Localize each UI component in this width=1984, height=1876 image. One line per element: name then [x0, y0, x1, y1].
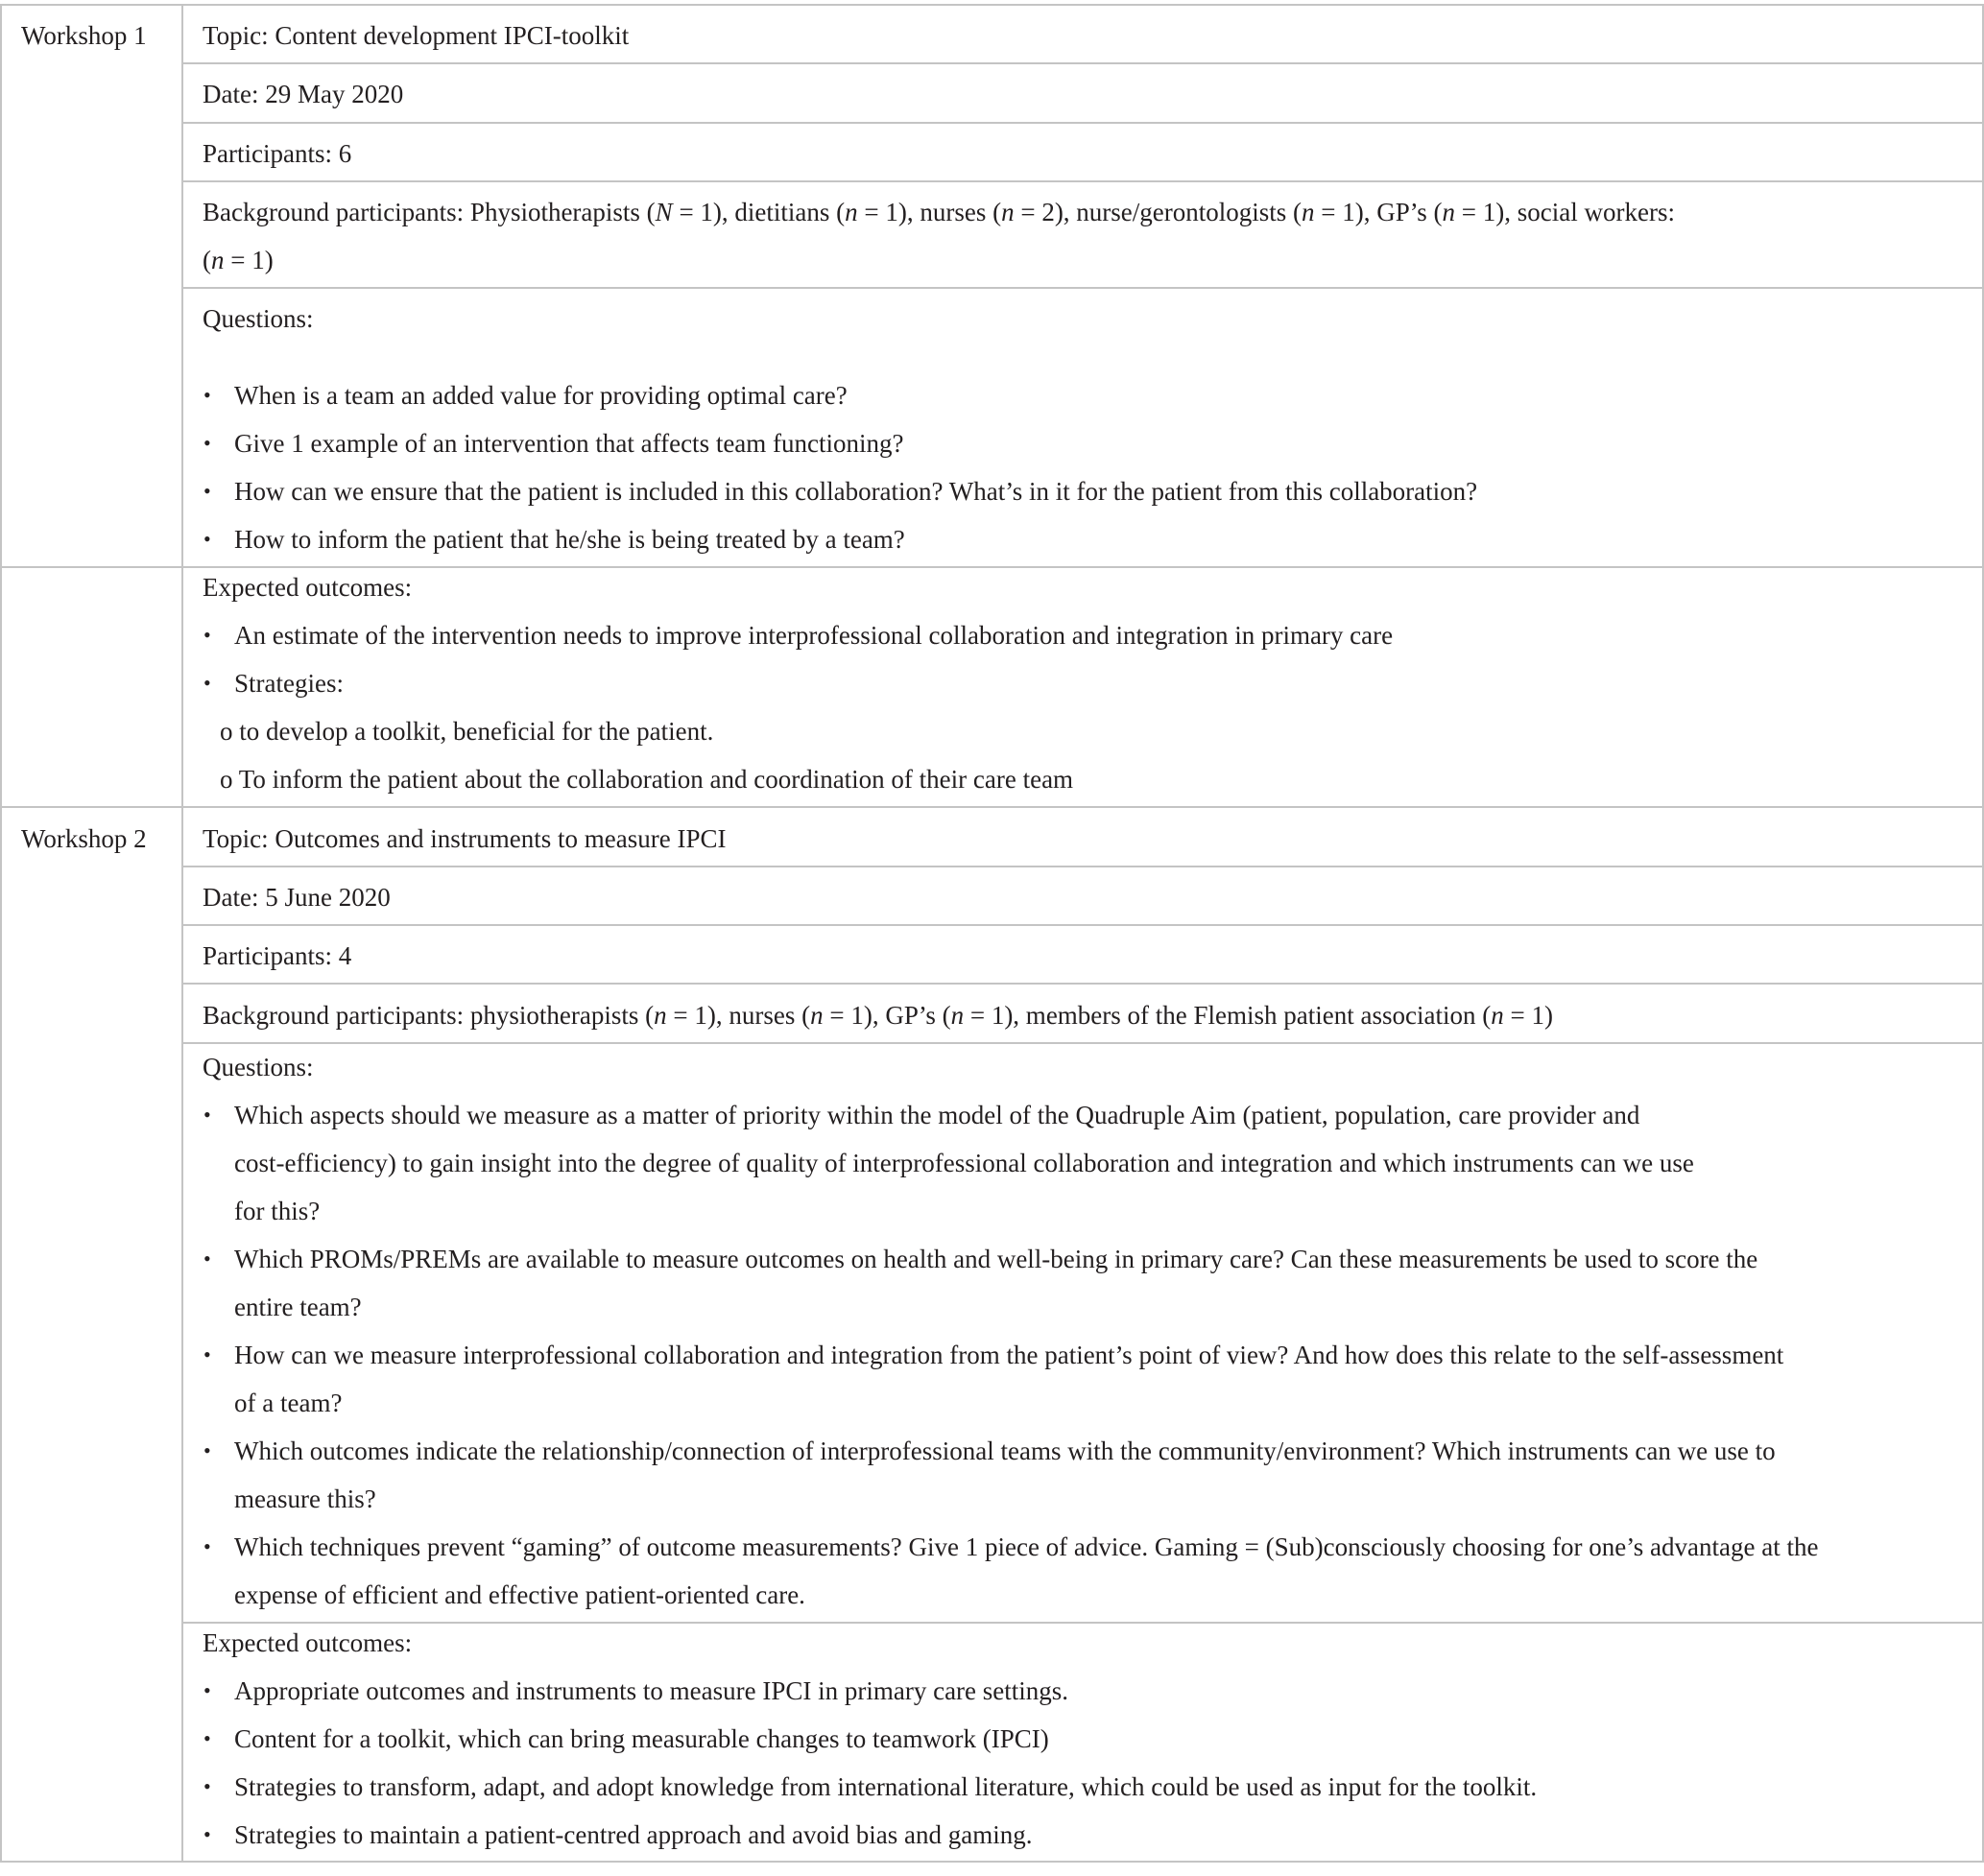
workshop-2-questions-heading: Questions: [203, 1053, 314, 1081]
workshop-1-sub-outcome: o to develop a toolkit, beneficial for the patient. [220, 717, 714, 746]
row-divider [181, 924, 1984, 926]
workshop-1-outcomes [203, 611, 1393, 707]
workshop-1-date: Date: 29 May 2020 [203, 80, 404, 108]
list-item: • Appropriate outcomes and instruments to measure IPCI in primary care settings. [203, 1667, 1537, 1715]
workshop-2-outcomes [203, 1667, 1537, 1859]
list-item: • When is a team an added value for providing optimal care? [203, 371, 1477, 419]
list-item: • Which PROMs/PREMs are available to measure outcomes on health and well-being in primary care? Can these measurements be used to score the entire team? [203, 1235, 1818, 1331]
workshop-1-sub-outcome: o To inform the patient about the collaboration and coordination of their care team [220, 765, 1074, 794]
workshop-2-date: Date: 5 June 2020 [203, 883, 391, 912]
table-border-left [0, 4, 2, 1863]
row-divider [181, 62, 1984, 64]
workshop-2-background: Background participants: physiotherapists (n = 1), nurses (n = 1), GP’s (n = 1), members of the Flemish patient association (n = 1) [203, 1001, 1553, 1030]
workshop-1-background [203, 188, 1675, 284]
list-item: • How can we ensure that the patient is included in this collaboration? What’s in it for the patient from this collaboration? [203, 467, 1477, 515]
row-divider [181, 1042, 1984, 1044]
workshop-1-topic: Topic: Content development IPCI-toolkit [203, 21, 630, 50]
list-item: • How can we measure interprofessional collaboration and integration from the patient’s point of view? And how does this relate to the self-assessment of a team? [203, 1331, 1818, 1427]
list-item: • An estimate of the intervention needs to improve interprofessional collaboration and integration in primary care [203, 611, 1393, 659]
workshop-1-label: Workshop 1 [21, 21, 147, 50]
workshop-1-questions [203, 371, 1477, 563]
row-divider [0, 806, 1984, 808]
background-line: (n = 1) [203, 246, 274, 274]
workshop-2-participants: Participants: 4 [203, 941, 352, 970]
list-item: • Strategies to maintain a patient-centred approach and avoid bias and gaming. [203, 1811, 1537, 1859]
workshop-2-questions [203, 1091, 1818, 1619]
list-item: • Strategies: [203, 659, 1393, 707]
row-divider [181, 180, 1984, 182]
list-item: • Give 1 example of an intervention that affects team functioning? [203, 419, 1477, 467]
list-item: • Which outcomes indicate the relationship/connection of interprofessional teams with the community/environment? Which instruments can we use to measure this? [203, 1427, 1818, 1523]
workshop-2-label: Workshop 2 [21, 824, 147, 853]
row-divider [181, 1622, 1984, 1624]
workshop-1-questions-heading: Questions: [203, 304, 314, 333]
list-item: • Content for a toolkit, which can bring measurable changes to teamwork (IPCI) [203, 1715, 1537, 1763]
row-divider [181, 866, 1984, 867]
list-item: • Which techniques prevent “gaming” of outcome measurements? Give 1 piece of advice. Gaming = (Sub)consciously choosing for one’s advantage at the expense of efficient and effective patient-oriented care. [203, 1523, 1818, 1619]
list-item: • Which aspects should we measure as a matter of priority within the model of the Quadruple Aim (patient, population, care provider and cost-efficiency) to gain insight into the degree of quality of interprofessional collaboration and integration and which instruments can we use for this? [203, 1091, 1818, 1235]
workshop-2-topic: Topic: Outcomes and instruments to measure IPCI [203, 824, 727, 853]
workshop-2-outcomes-heading: Expected outcomes: [203, 1628, 413, 1657]
row-divider [181, 122, 1984, 124]
background-line: Background participants: Physiotherapists (N = 1), dietitians (n = 1), nurses (n = 2), nurse/gerontologists (n = 1), GP’s (n = 1), social workers: [203, 198, 1675, 226]
list-item: • How to inform the patient that he/she is being treated by a team? [203, 515, 1477, 563]
list-item: • Strategies to transform, adapt, and adopt knowledge from international literature, which could be used as input for the toolkit. [203, 1763, 1537, 1811]
column-divider [181, 4, 183, 1863]
row-divider [181, 287, 1984, 289]
workshop-1-outcomes-heading: Expected outcomes: [203, 573, 413, 602]
row-divider [181, 983, 1984, 985]
workshop-1-participants: Participants: 6 [203, 139, 352, 168]
